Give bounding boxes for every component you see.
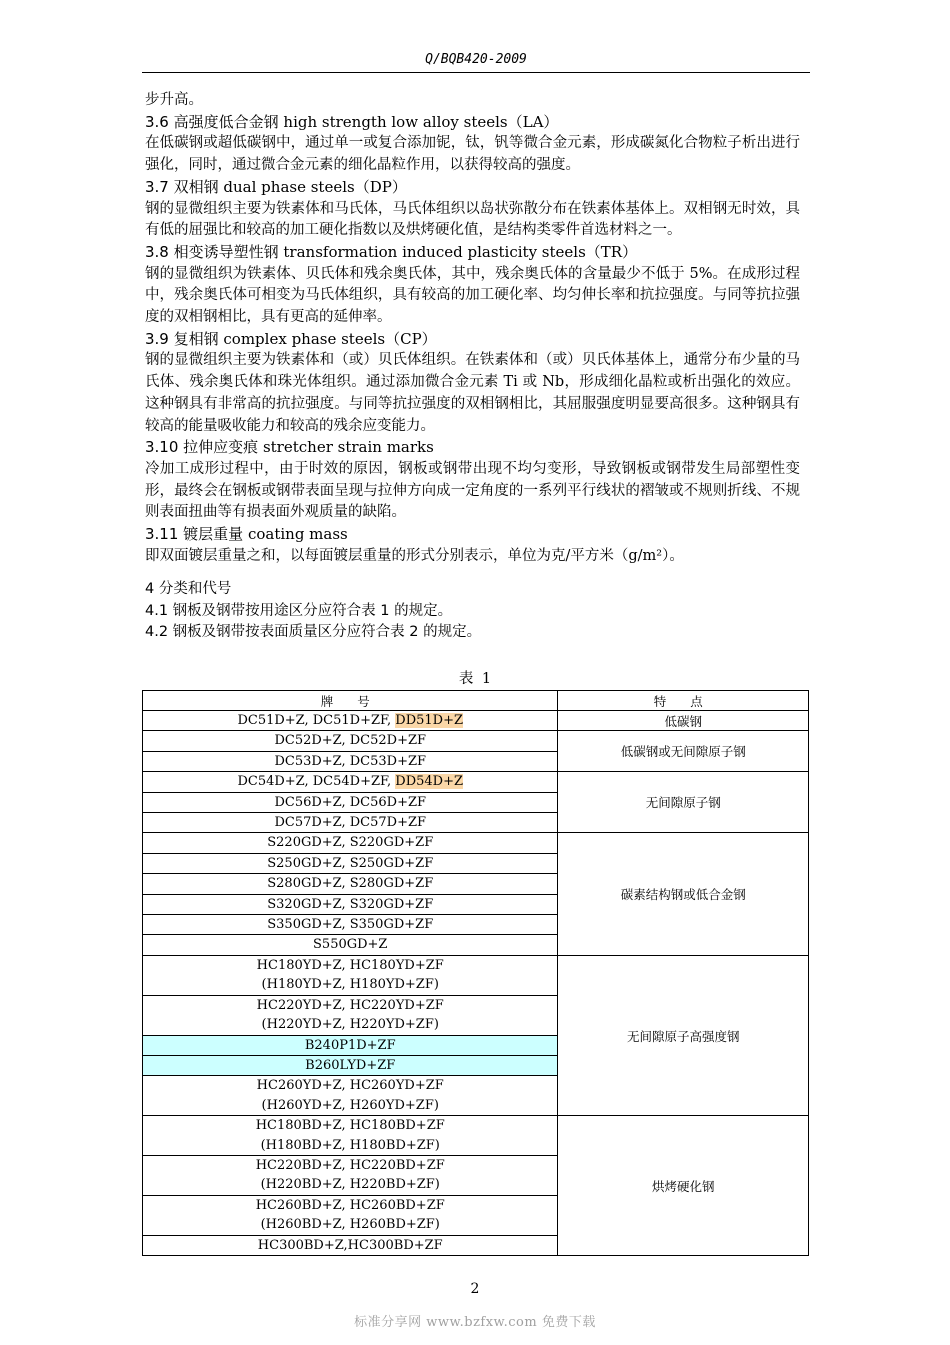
grade-cell	[143, 711, 558, 731]
grade-cell: S350GD+Z, S350GD+ZF	[143, 915, 558, 935]
heading-en: transformation induced plasticity steels（TR）	[283, 242, 638, 261]
grade-cell	[143, 955, 558, 995]
grade-cell: S320GD+Z, S320GD+ZF	[143, 894, 558, 914]
grade-text: DC54D+Z, DC54D+ZF,	[237, 774, 396, 790]
grade-table	[142, 690, 809, 1256]
grade-cell: S250GD+Z, S250GD+ZF	[143, 853, 558, 873]
section-heading-3-9	[145, 329, 800, 351]
grade-cell: S280GD+Z, S280GD+ZF	[143, 874, 558, 894]
table-caption: 表 1	[458, 671, 494, 687]
section-4-title: 4 分类和代号	[145, 581, 232, 598]
grade-cell: B260LYD+ZF	[143, 1055, 558, 1075]
section-body-3-6: 在低碳钢或超低碳钢中，通过单一或复合添加铌，钛，钒等微合金元素，形成碳氮化合物粒子析出进行强化，同时，通过微合金元素的细化晶粒作用，以获得较高的强度。	[145, 135, 800, 174]
continuation-text: 步升高。	[145, 92, 203, 108]
table-row	[143, 955, 809, 995]
grade-cell	[143, 1195, 558, 1235]
grade-cell: DC52D+Z, DC52D+ZF	[143, 731, 558, 751]
table-header-row	[143, 691, 809, 711]
highlighted-grade: DD54D+Z	[395, 774, 464, 790]
heading-en: stretcher strain marks	[262, 438, 434, 457]
table-row	[143, 1116, 809, 1156]
grade-cell: HC300BD+Z,HC300BD+ZF	[143, 1235, 558, 1255]
heading-cn: 3.8 相变诱导塑性钢	[145, 242, 279, 261]
feature-cell: 无间隙原子钢	[558, 772, 809, 833]
grade-line: HC260BD+Z, HC260BD+ZF	[255, 1197, 445, 1213]
header-grade: 牌 号	[143, 691, 558, 711]
section-heading-3-6	[145, 112, 800, 134]
section-heading-3-8	[145, 242, 800, 264]
document-body	[145, 90, 800, 644]
grade-line-alt: (H220YD+Z, H220YD+ZF)	[261, 1017, 439, 1033]
grade-cell: B240P1D+ZF	[143, 1035, 558, 1055]
table-row	[143, 731, 809, 751]
highlighted-grade: DD51D+Z	[395, 713, 464, 728]
grade-cell: DC56D+Z, DC56D+ZF	[143, 792, 558, 812]
section-heading-3-7	[145, 177, 800, 199]
section-body-3-10: 冷加工成形过程中，由于时效的原因，钢板或钢带出现不均匀变形，导致钢板或钢带发生局部塑性变形，最终会在钢板或钢带表面呈现与拉伸方向成一定角度的一系列平行线状的褶皱或不规则折线、不规则表面扭曲等有损表面外观质量的缺陷。	[145, 460, 800, 521]
grade-cell	[143, 1155, 558, 1195]
grade-cell	[143, 772, 558, 792]
feature-cell: 低碳钢或无间隙原子钢	[558, 731, 809, 772]
grade-text: DC51D+Z, DC51D+ZF,	[237, 713, 396, 728]
section-heading-3-11	[145, 524, 800, 546]
heading-en: coating mass	[247, 525, 348, 544]
grade-cell: DC57D+Z, DC57D+ZF	[143, 813, 558, 833]
grade-line-alt: (H260YD+Z, H260YD+ZF)	[261, 1097, 439, 1113]
heading-cn: 3.10 拉伸应变痕	[145, 438, 259, 457]
grade-line-alt: (H180YD+Z, H180YD+ZF)	[261, 977, 439, 993]
grade-cell	[143, 1076, 558, 1116]
heading-cn: 3.7 双相钢	[145, 177, 219, 196]
grade-line: HC220YD+Z, HC220YD+ZF	[256, 997, 444, 1013]
heading-en: high strength low alloy steels（LA）	[283, 112, 559, 131]
doc-header: Q/BQB420-2009	[142, 52, 810, 73]
table-row	[143, 711, 809, 731]
heading-en: dual phase steels（DP）	[223, 177, 407, 196]
grade-cell	[143, 1116, 558, 1156]
table-row	[143, 833, 809, 853]
feature-cell: 低碳钢	[558, 711, 809, 731]
grade-cell: DC53D+Z, DC53D+ZF	[143, 751, 558, 771]
heading-cn: 3.9 复相钢	[145, 329, 219, 348]
grade-line-alt: (H180BD+Z, H180BD+ZF)	[260, 1137, 440, 1153]
section-heading-3-10	[145, 437, 800, 459]
section-body-3-8: 钢的显微组织为铁素体、贝氏体和残余奥氏体，其中，残余奥氏体的含量最少不低于 5%。在成形过程中，残余奥氏体可相变为马氏体组织，具有较高的加工硬化率、均匀伸长率和抗拉强度。与同等抗拉强度的双相钢相比，具有更高的延伸率。	[145, 265, 800, 326]
feature-cell: 烘烤硬化钢	[558, 1116, 809, 1256]
footer-watermark: 标准分享网 www.bzfxw.com 免费下载	[354, 1315, 596, 1330]
grade-line: HC180BD+Z, HC180BD+ZF	[255, 1118, 445, 1134]
grade-cell	[143, 995, 558, 1035]
heading-cn: 3.6 高强度低合金钢	[145, 112, 279, 131]
table-row	[143, 772, 809, 792]
section-body-3-11: 即双面镀层重量之和，以每面镀层重量的形式分别表示，单位为克/平方米（g/m²）。	[145, 547, 684, 564]
grade-line-alt: (H220BD+Z, H220BD+ZF)	[260, 1177, 440, 1193]
grade-line: HC180YD+Z, HC180YD+ZF	[256, 957, 444, 973]
grade-cell: S220GD+Z, S220GD+ZF	[143, 833, 558, 853]
section-4-1: 4.1 钢板及钢带按用途区分应符合表 1 的规定。	[145, 602, 453, 619]
grade-line: HC260YD+Z, HC260YD+ZF	[256, 1078, 444, 1094]
heading-en: complex phase steels（CP）	[223, 329, 437, 348]
section-4-2: 4.2 钢板及钢带按表面质量区分应符合表 2 的规定。	[145, 624, 482, 641]
feature-cell: 无间隙原子高强度钢	[558, 955, 809, 1115]
grade-line-alt: (H260BD+Z, H260BD+ZF)	[260, 1217, 440, 1233]
header-feature: 特 点	[558, 691, 809, 711]
feature-cell: 碳素结构钢或低合金钢	[558, 833, 809, 955]
grade-line: HC220BD+Z, HC220BD+ZF	[255, 1157, 445, 1173]
grade-cell: S550GD+Z	[143, 935, 558, 955]
page-number: 2	[470, 1281, 480, 1297]
heading-cn: 3.11 镀层重量	[145, 525, 244, 544]
section-body-3-9: 钢的显微组织主要为铁素体和（或）贝氏体组织。在铁素体和（或）贝氏体基体上，通常分布少量的马氏体、残余奥氏体和珠光体组织。通过添加微合金元素 Ti 或 Nb，形成细化晶粒或析出强化的效应。这种钢具有非常高的抗拉强度。与同等抗拉强度的双相钢相比，其屈服强度明显要高很多。这种钢具有较高的能量吸收能力和较高的残余应变能力。	[145, 352, 800, 434]
section-body-3-7: 钢的显微组织主要为铁素体和马氏体，马氏体组织以岛状弥散分布在铁素体基体上。双相钢无时效，具有低的屈强比和较高的加工硬化指数以及烘烤硬化值，是结构类零件首选材料之一。	[145, 200, 800, 239]
